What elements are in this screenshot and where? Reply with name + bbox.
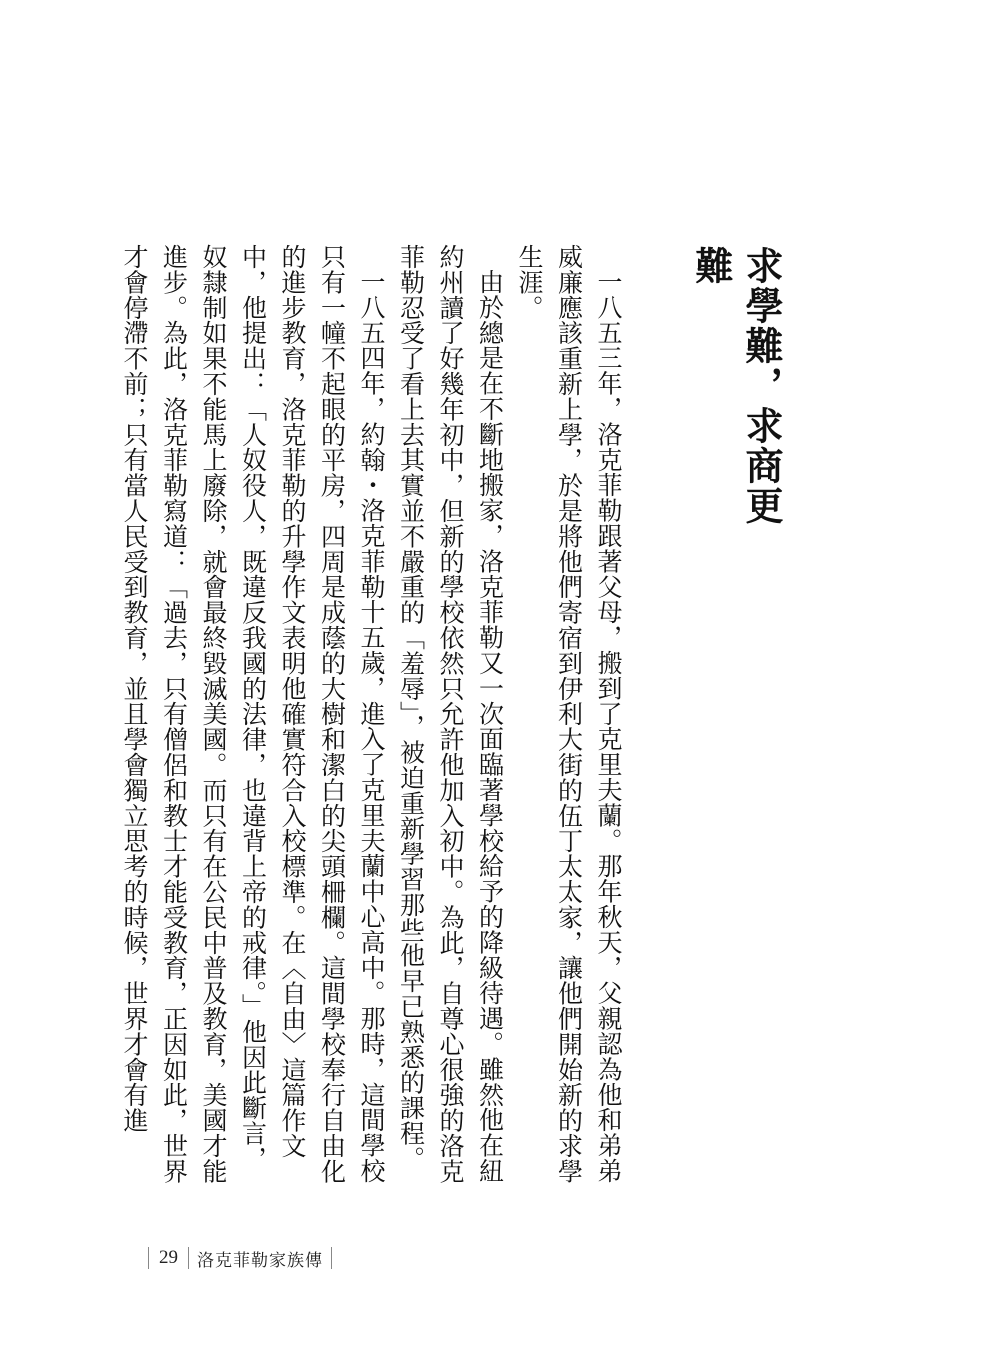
page-number: 29 (159, 1247, 178, 1268)
footer-divider (331, 1247, 332, 1269)
body-text (120, 244, 628, 1194)
page-footer (148, 1244, 332, 1272)
paragraph: 由於總是在不斷地搬家，洛克菲勒又一次面臨著學校給予的降級待遇。雖然他在紐約州讀了好幾年初中，但新的學校依然只允許他加入初中。為此，自尊心很強的洛克菲勒忍受了看上去其實並不嚴重的「羞辱」，被迫重新學習那些他早已熟悉的課程。 (396, 244, 505, 1184)
chapter-title: 求學難，求商更難 (689, 246, 783, 526)
paragraph: 一八五四年，約翰・洛克菲勒十五歲，進入了克里夫蘭中心高中。那時，這間學校只有一幢不起眼的平房，四周是成蔭的大樹和潔白的尖頭柵欄。這間學校奉行自由化的進步教育，洛克菲勒的升學作文表明他確實符合入校標準。在〈自由〉這篇作文中，他提出：「人奴役人，既違反我國的法律，也違背上帝的戒律。」他因此斷言，奴隸制如果不能馬上廢除，就會最終毀滅美國。而只有在公民中普及教育，美國才能進步。為此，洛克菲勒寫道：「過去，只有僧侶和教士才能受教育，正因如此，世界才會停滯不前；只有當人民受到教育，並且學會獨立思考的時候，世界才會有進 (120, 244, 386, 1184)
running-title: 洛克菲勒家族傳 (197, 1250, 323, 1271)
paragraph: 一八五三年，洛克菲勒跟著父母，搬到了克里夫蘭。那年秋天，父親認為他和弟弟威廉應該重新上學，於是將他們寄宿到伊利大街的伍丁太太家，讓他們開始新的求學生涯。 (515, 244, 623, 1184)
